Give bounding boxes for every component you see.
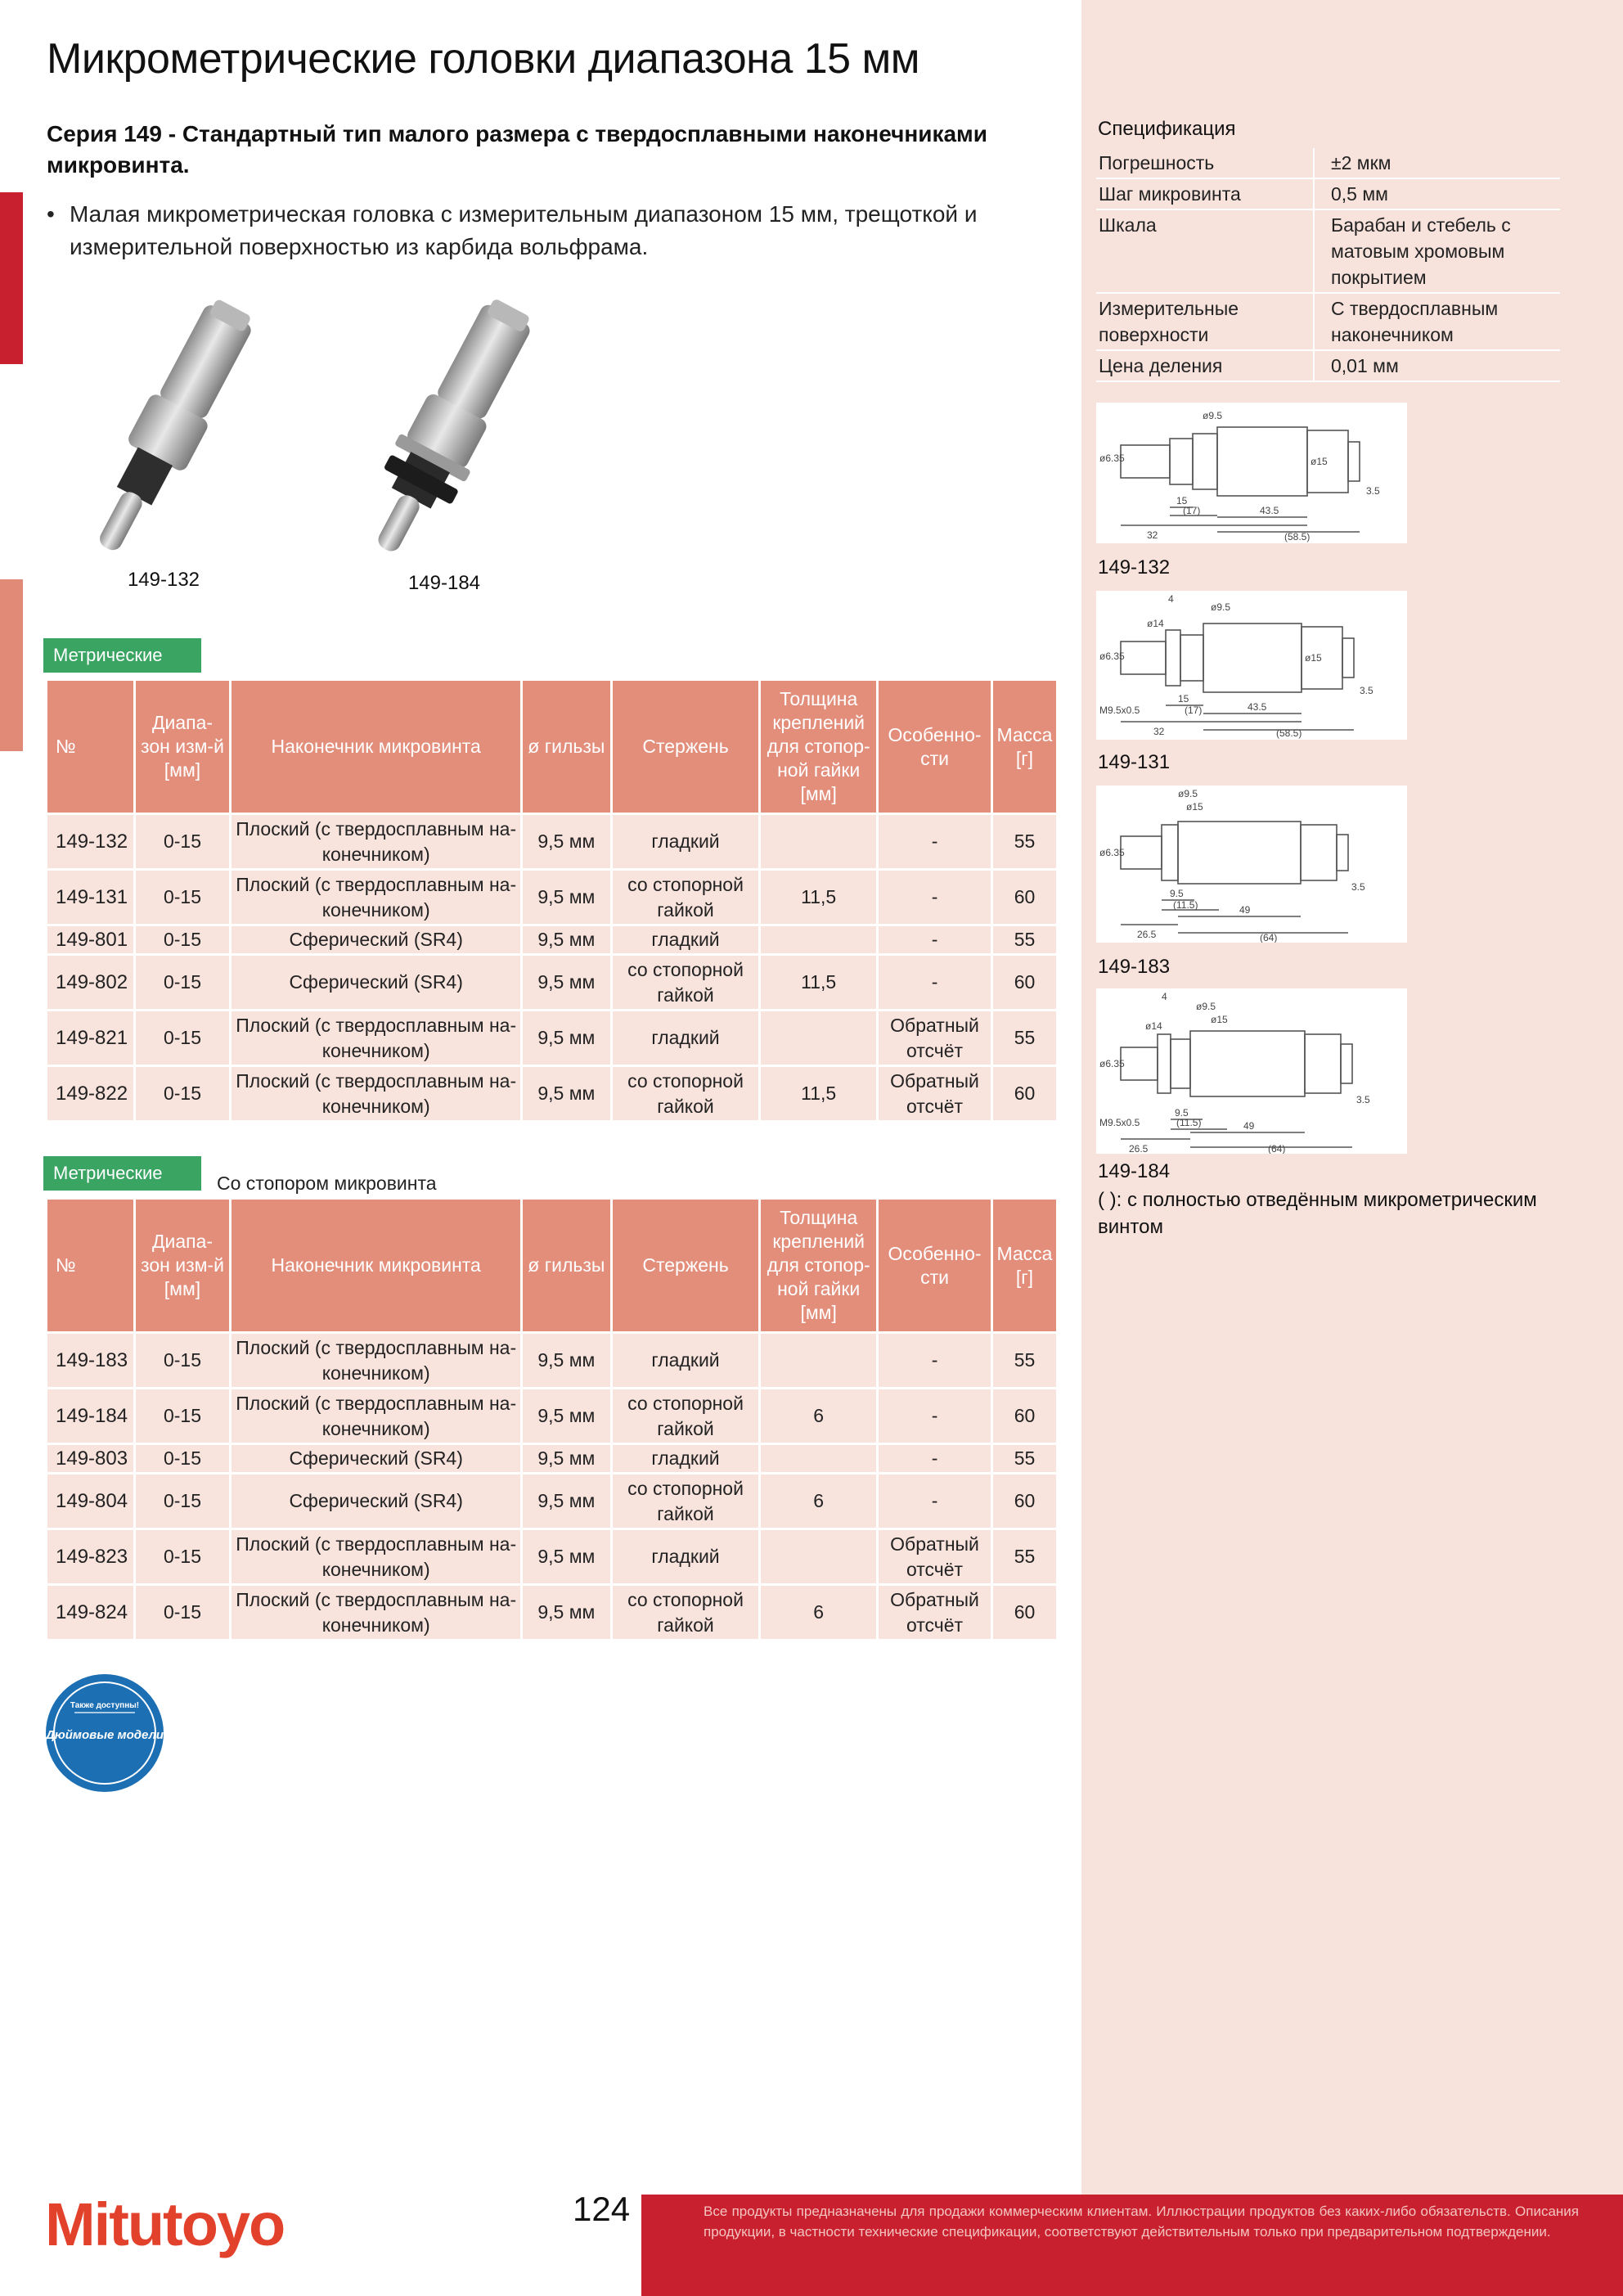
table-cell: - (878, 925, 992, 955)
dim-label: ø9.5 (1196, 1001, 1216, 1012)
table-cell: 55 (991, 814, 1057, 870)
table-cell: - (878, 1444, 992, 1474)
table-cell: - (878, 1389, 992, 1444)
badge-top-text: Также доступны! (70, 1701, 140, 1710)
table-cell: Обратный отсчёт (878, 1529, 992, 1585)
table-cell: 9,5 мм (521, 1444, 611, 1474)
dim-label: ø6.35 (1099, 1058, 1125, 1069)
drawing-caption-1: 149-132 (1098, 556, 1171, 579)
table-metric-spindle-lock (45, 1197, 1059, 1641)
table-cell: Обратный отсчёт (878, 1011, 992, 1066)
table-cell: гладкий (611, 814, 760, 870)
table-cell: 0-15 (134, 955, 231, 1011)
dim-label: ø6.35 (1099, 847, 1125, 858)
table-cell: - (878, 1333, 992, 1389)
dim-label: (11.5) (1176, 1117, 1202, 1128)
table-cell: 60 (991, 1474, 1057, 1529)
dim-label: 15 (1176, 495, 1188, 506)
dimension-drawing-149-183 (1096, 786, 1407, 943)
spec-title: Спецификация (1098, 118, 1236, 140)
table-cell: 149-821 (47, 1011, 135, 1066)
column-header: Масса [г] (991, 1199, 1057, 1333)
table-cell: Плоский (с твердосплавным на-конечником) (231, 1389, 522, 1444)
table-header-row (47, 1199, 1058, 1333)
table-cell: 149-804 (47, 1474, 135, 1529)
dim-label: (58.5) (1276, 727, 1302, 739)
table-cell: Плоский (с твердосплавным на-конечником) (231, 1585, 522, 1641)
table-row (47, 814, 1058, 870)
feature-bullet (47, 198, 1045, 263)
dim-label: (11.5) (1173, 899, 1198, 911)
dim-label: 3.5 (1366, 485, 1380, 497)
table-cell: Сферический (SR4) (231, 955, 522, 1011)
column-header: Стержень (611, 1199, 760, 1333)
spec-value: Барабан и стебель с матовым хромовым покрытием (1314, 209, 1560, 293)
section-marker-salmon (0, 579, 23, 751)
table2-category-tag: Метрические (43, 1156, 201, 1191)
dim-label: ø9.5 (1203, 410, 1223, 421)
dim-label: 32 (1147, 529, 1158, 541)
product-caption-2: 149-184 (407, 572, 481, 594)
table-cell: - (878, 870, 992, 925)
dim-label: ø6.35 (1099, 651, 1125, 662)
table-cell: гладкий (611, 1011, 760, 1066)
table-cell: 0-15 (134, 1585, 231, 1641)
table-cell: 0-15 (134, 1333, 231, 1389)
table-cell: 60 (991, 1585, 1057, 1641)
table-cell: 6 (760, 1585, 878, 1641)
spec-value: 0,01 мм (1314, 350, 1560, 381)
spec-row (1096, 209, 1560, 293)
dim-label: 32 (1153, 726, 1165, 737)
feature-text: Малая микрометрическая головка с измерительным диапазоном 15 мм, трещоткой и измерительной поверхностью из карбида вольфрама. (70, 201, 978, 259)
table-cell: 9,5 мм (521, 955, 611, 1011)
table-cell: 0-15 (134, 870, 231, 925)
column-header: ø гильзы (521, 1199, 611, 1333)
column-header: Особенно-сти (878, 1199, 992, 1333)
table-cell: 149-824 (47, 1585, 135, 1641)
table-cell: 55 (991, 1529, 1057, 1585)
table-cell: 6 (760, 1389, 878, 1444)
table-cell: 0-15 (134, 1474, 231, 1529)
table-row (47, 1333, 1058, 1389)
table-row (47, 1529, 1058, 1585)
table-cell: 60 (991, 1389, 1057, 1444)
table-cell: 0-15 (134, 1389, 231, 1444)
table-cell: 149-823 (47, 1529, 135, 1585)
table-header-row (47, 680, 1058, 814)
table-cell: 149-801 (47, 925, 135, 955)
table-cell: - (878, 1474, 992, 1529)
spec-key: Погрешность (1096, 148, 1314, 178)
drawing-caption-2: 149-131 (1098, 751, 1171, 773)
table-cell: 55 (991, 1011, 1057, 1066)
mitutoyo-logo: Mitutoyo (45, 2190, 285, 2258)
dim-label: 15 (1178, 693, 1189, 705)
column-header: Особенно-сти (878, 680, 992, 814)
table-cell: Сферический (SR4) (231, 1444, 522, 1474)
table-cell: 149-183 (47, 1333, 135, 1389)
table-row (47, 1011, 1058, 1066)
dim-label: 49 (1239, 904, 1251, 916)
column-header: Диапа-зон изм-й [мм] (134, 680, 231, 814)
dim-label: ø9.5 (1211, 601, 1231, 613)
dim-label: 3.5 (1360, 685, 1373, 696)
table-cell: 11,5 (760, 870, 878, 925)
table-cell: Плоский (с твердосплавным на-конечником) (231, 1011, 522, 1066)
spec-value: ±2 мкм (1314, 148, 1560, 178)
dim-label: 26.5 (1129, 1143, 1149, 1154)
table-cell: 60 (991, 870, 1057, 925)
product-caption-1: 149-132 (127, 569, 200, 591)
table-cell: Сферический (SR4) (231, 1474, 522, 1529)
series-subtitle: Серия 149 - Стандартный тип малого размера с твердосплавными наконечниками микровинта. (47, 121, 987, 178)
table-row (47, 1585, 1058, 1641)
table-row (47, 925, 1058, 955)
spec-row (1096, 148, 1560, 178)
column-header: Наконечник микровинта (231, 1199, 522, 1333)
table-metric-standard (45, 678, 1059, 1123)
table-cell: гладкий (611, 1529, 760, 1585)
dimension-drawing-149-132 (1096, 403, 1407, 543)
table-cell: 55 (991, 1444, 1057, 1474)
dim-label: (64) (1260, 932, 1278, 943)
dim-label: 3.5 (1356, 1094, 1370, 1105)
spec-value: С твердосплавным наконечником (1314, 293, 1560, 350)
table-cell: 9,5 мм (521, 1011, 611, 1066)
column-header: Толщина креплений для стопор-ной гайки [мм] (760, 680, 878, 814)
spec-key: Цена деления (1096, 350, 1314, 381)
column-header: Стержень (611, 680, 760, 814)
table-cell: - (878, 955, 992, 1011)
column-header: № (47, 1199, 135, 1333)
table-cell: со стопорной гайкой (611, 1474, 760, 1529)
table-cell: 0-15 (134, 814, 231, 870)
dim-label: M9.5x0.5 (1099, 705, 1140, 716)
spec-key: Шаг микровинта (1096, 178, 1314, 209)
column-header: № (47, 680, 135, 814)
product-photo-149-132 (45, 290, 290, 569)
table2-note: Со стопором микровинта (217, 1173, 437, 1194)
table-cell: 11,5 (760, 955, 878, 1011)
table-cell: 149-802 (47, 955, 135, 1011)
badge-main-text: Дюймовые модели (45, 1728, 164, 1742)
dim-label: ø6.35 (1099, 452, 1125, 464)
table-cell: - (878, 814, 992, 870)
table-cell: 0-15 (134, 1444, 231, 1474)
dim-label: 3.5 (1351, 881, 1365, 893)
column-header: ø гильзы (521, 680, 611, 814)
table-cell: со стопорной гайкой (611, 1066, 760, 1122)
table-cell: гладкий (611, 925, 760, 955)
table-cell: 0-15 (134, 1529, 231, 1585)
product-photo-149-184 (311, 290, 581, 569)
table-cell: 9,5 мм (521, 870, 611, 925)
spec-row (1096, 350, 1560, 381)
table-cell: со стопорной гайкой (611, 1389, 760, 1444)
spec-row (1096, 293, 1560, 350)
spec-value: 0,5 мм (1314, 178, 1560, 209)
dim-label: ø14 (1145, 1020, 1162, 1032)
table-cell (760, 1333, 878, 1389)
spec-key: Измерительные поверхности (1096, 293, 1314, 350)
dim-label: ø14 (1147, 618, 1164, 629)
dim-label: 43.5 (1260, 505, 1279, 516)
dim-label: 4 (1162, 991, 1167, 1002)
table-cell: со стопорной гайкой (611, 955, 760, 1011)
table-cell: со стопорной гайкой (611, 870, 760, 925)
table-cell: 149-131 (47, 870, 135, 925)
table-cell: 9,5 мм (521, 814, 611, 870)
table-cell: Плоский (с твердосплавным на-конечником) (231, 1529, 522, 1585)
table-cell: 0-15 (134, 925, 231, 955)
table-cell: 0-15 (134, 1066, 231, 1122)
page-number: 124 (573, 2190, 631, 2228)
dim-label: (64) (1268, 1143, 1286, 1154)
dim-label: ø9.5 (1178, 788, 1198, 799)
table-row (47, 1389, 1058, 1444)
table-cell: 55 (991, 925, 1057, 955)
spec-row (1096, 178, 1560, 209)
dim-label: 26.5 (1137, 929, 1157, 940)
table-cell (760, 925, 878, 955)
footer-disclaimer: Все продукты предназначены для продажи коммерческим клиентам. Иллюстрации продуктов без каких-либо обязательств. Описания продукции, в частности технические спецификации, соответствуют действительным только при предварительном подтверждении. (704, 2204, 1579, 2240)
dim-label: ø15 (1186, 801, 1203, 813)
dim-label: 9.5 (1170, 888, 1184, 899)
table-cell: 11,5 (760, 1066, 878, 1122)
dim-label: 49 (1243, 1120, 1255, 1132)
dim-label: 9.5 (1175, 1107, 1189, 1119)
table-cell: со стопорной гайкой (611, 1585, 760, 1641)
page-title: Микрометрические головки диапазона 15 мм (47, 35, 920, 83)
table-cell: гладкий (611, 1444, 760, 1474)
drawing-note: ( ): с полностью отведённым микрометрическим винтом (1098, 1189, 1537, 1238)
table1-category-tag: Метрические (43, 638, 201, 673)
dim-label: (58.5) (1284, 531, 1311, 542)
dim-label: ø15 (1311, 456, 1328, 467)
table-cell: Обратный отсчёт (878, 1585, 992, 1641)
column-header: Масса [г] (991, 680, 1057, 814)
table-row (47, 955, 1058, 1011)
dimension-drawing-149-184 (1096, 988, 1407, 1154)
dim-label: 43.5 (1248, 701, 1267, 713)
table-cell: 9,5 мм (521, 1474, 611, 1529)
column-header: Наконечник микровинта (231, 680, 522, 814)
dim-label: ø15 (1211, 1014, 1228, 1025)
table-cell: 9,5 мм (521, 1529, 611, 1585)
table-cell: гладкий (611, 1333, 760, 1389)
table-cell (760, 1011, 878, 1066)
dimension-drawing-149-131 (1096, 591, 1407, 740)
dim-label: 4 (1168, 593, 1174, 605)
table-cell (760, 1529, 878, 1585)
dim-label: (17) (1185, 705, 1203, 716)
table-cell: Плоский (с твердосплавным на-конечником) (231, 1333, 522, 1389)
table-cell: 9,5 мм (521, 1333, 611, 1389)
table-cell: 9,5 мм (521, 925, 611, 955)
spec-table (1096, 148, 1560, 382)
table-cell: 55 (991, 1333, 1057, 1389)
bullet-dot: • (47, 201, 55, 227)
table-cell: 9,5 мм (521, 1585, 611, 1641)
table-cell: Плоский (с твердосплавным на-конечником) (231, 870, 522, 925)
table-cell: 9,5 мм (521, 1066, 611, 1122)
spec-key: Шкала (1096, 209, 1314, 293)
table-cell: 149-803 (47, 1444, 135, 1474)
table-cell (760, 1444, 878, 1474)
table-cell: 0-15 (134, 1011, 231, 1066)
table-cell: Плоский (с твердосплавным на-конечником) (231, 814, 522, 870)
dim-label: ø15 (1305, 652, 1322, 664)
table-row (47, 1066, 1058, 1122)
table-cell (760, 814, 878, 870)
table-cell: 60 (991, 955, 1057, 1011)
table-row (47, 870, 1058, 925)
table-cell: 6 (760, 1474, 878, 1529)
table-cell: 149-132 (47, 814, 135, 870)
drawing-caption-3: 149-183 (1098, 956, 1171, 978)
table-cell: 9,5 мм (521, 1389, 611, 1444)
drawing-caption-4: 149-184 (1098, 1160, 1171, 1182)
table-cell: 149-184 (47, 1389, 135, 1444)
table-cell: 149-822 (47, 1066, 135, 1122)
dim-label: M9.5x0.5 (1099, 1117, 1140, 1128)
section-marker-red (0, 192, 23, 364)
table-cell: 60 (991, 1066, 1057, 1122)
table-row (47, 1474, 1058, 1529)
table-cell: Обратный отсчёт (878, 1066, 992, 1122)
inch-models-badge[interactable] (45, 1673, 164, 1793)
table-cell: Сферический (SR4) (231, 925, 522, 955)
table-row (47, 1444, 1058, 1474)
dim-label: (17) (1183, 505, 1201, 516)
column-header: Толщина креплений для стопор-ной гайки [мм] (760, 1199, 878, 1333)
column-header: Диапа-зон изм-й [мм] (134, 1199, 231, 1333)
table-cell: Плоский (с твердосплавным на-конечником) (231, 1066, 522, 1122)
